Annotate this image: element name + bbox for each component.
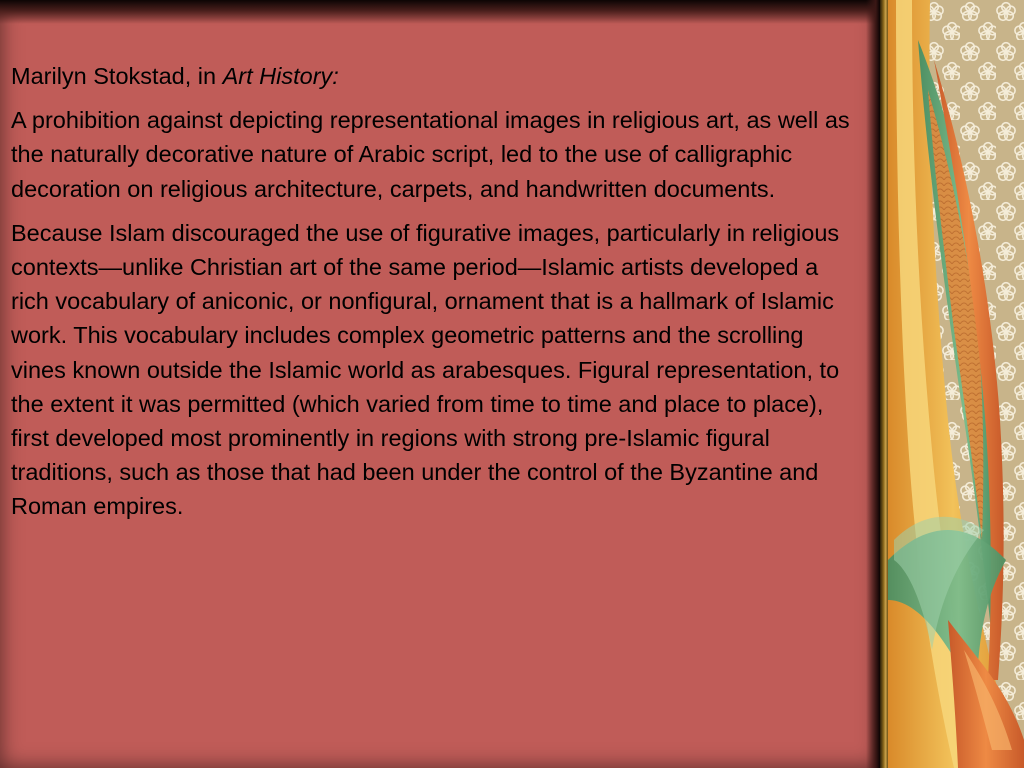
attribution-line (11, 59, 857, 93)
decorative-ribbon-border (888, 0, 1024, 768)
paragraph-calligraphy: A prohibition against depicting representational images in religious art, as well as the naturally decorative nature of Arabic script, led to the use of calligraphic decoration on religious architecture, carpets, and handwritten documents. (11, 107, 850, 202)
slide-body (11, 59, 857, 534)
paragraph-aniconic-ornament: Because Islam discouraged the use of figurative images, particularly in religious contexts—unlike Christian art of the same period—Islamic artists developed a rich vocabulary of aniconic, or nonfigural, ornament that is a hallmark of Islamic work. This vocabulary includes complex geometric patterns and the scrolling vines known outside the Islamic world as arabesques. Figural representation, to the extent it was permitted (which varied from time to time and place to place), first developed most prominently in regions with strong pre-Islamic figural traditions, such as those that had been under the control of the Byzantine and Roman empires. (11, 219, 840, 520)
panel-divider (880, 0, 888, 768)
attribution-source: Art History: (222, 63, 339, 89)
attribution-author: Marilyn Stokstad, in (11, 63, 223, 89)
